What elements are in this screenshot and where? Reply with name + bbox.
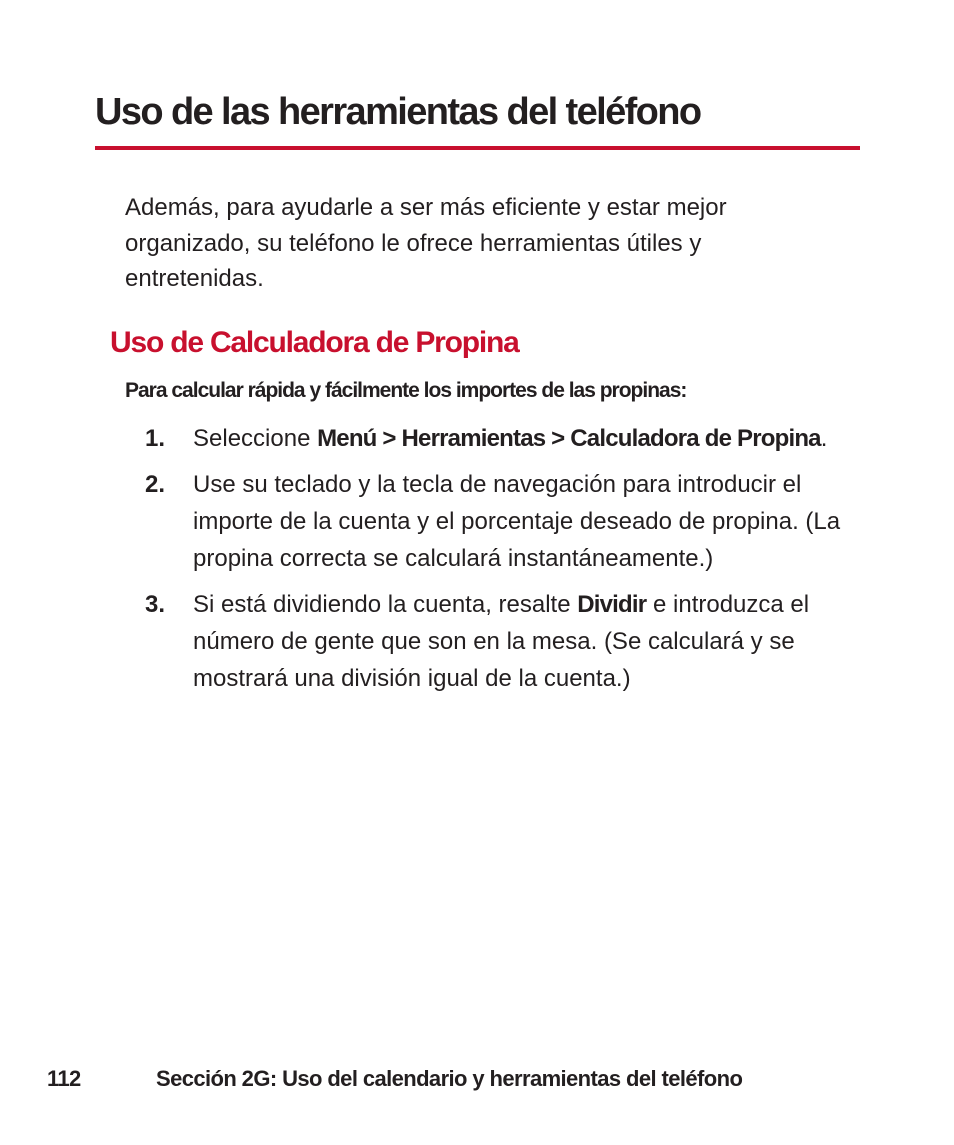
menu-path-item: Calculadora de Propina <box>570 425 821 452</box>
step-item <box>145 466 865 577</box>
section-heading: Uso de Calculadora de Propina <box>110 326 519 359</box>
menu-path-separator: > <box>376 425 402 452</box>
intro-paragraph: Además, para ayudarle a ser más eficiente y estar mejor organizado, su teléfono le ofrece herramientas útiles y entretenidas. <box>125 194 727 292</box>
step-item <box>145 420 865 457</box>
menu-path-separator: > <box>545 425 571 452</box>
menu-path-item: Menú <box>317 425 377 452</box>
title-divider <box>95 146 860 150</box>
footer-section-label: Sección 2G: Uso del calendario y herramientas del teléfono <box>156 1066 743 1091</box>
step-text: Seleccione <box>193 425 318 452</box>
step-item <box>145 586 865 697</box>
step-text: Use su teclado y la tecla de navegación para introducir el importe de la cuenta y el porcentaje deseado de propina. (La propina correcta se calculará instantáneamente.) <box>193 471 841 572</box>
step-text: Si está dividiendo la cuenta, resalte <box>193 591 578 618</box>
step-text: e introduzca el número de gente que son en la mesa. (Se calculará y se mostrará una división igual de la cuenta.) <box>193 591 810 692</box>
step-number: 1. <box>145 425 166 452</box>
step-number: 3. <box>145 591 166 618</box>
menu-path-item: Herramientas <box>401 425 546 452</box>
section-lead: Para calcular rápida y fácilmente los importes de las propinas: <box>125 379 687 402</box>
option-label: Dividir <box>577 591 647 618</box>
page-title: Uso de las herramientas del teléfono <box>95 91 701 133</box>
page-number: 112 <box>47 1066 81 1091</box>
steps-list <box>145 420 865 706</box>
step-text: . <box>820 425 828 452</box>
step-number: 2. <box>145 471 166 498</box>
